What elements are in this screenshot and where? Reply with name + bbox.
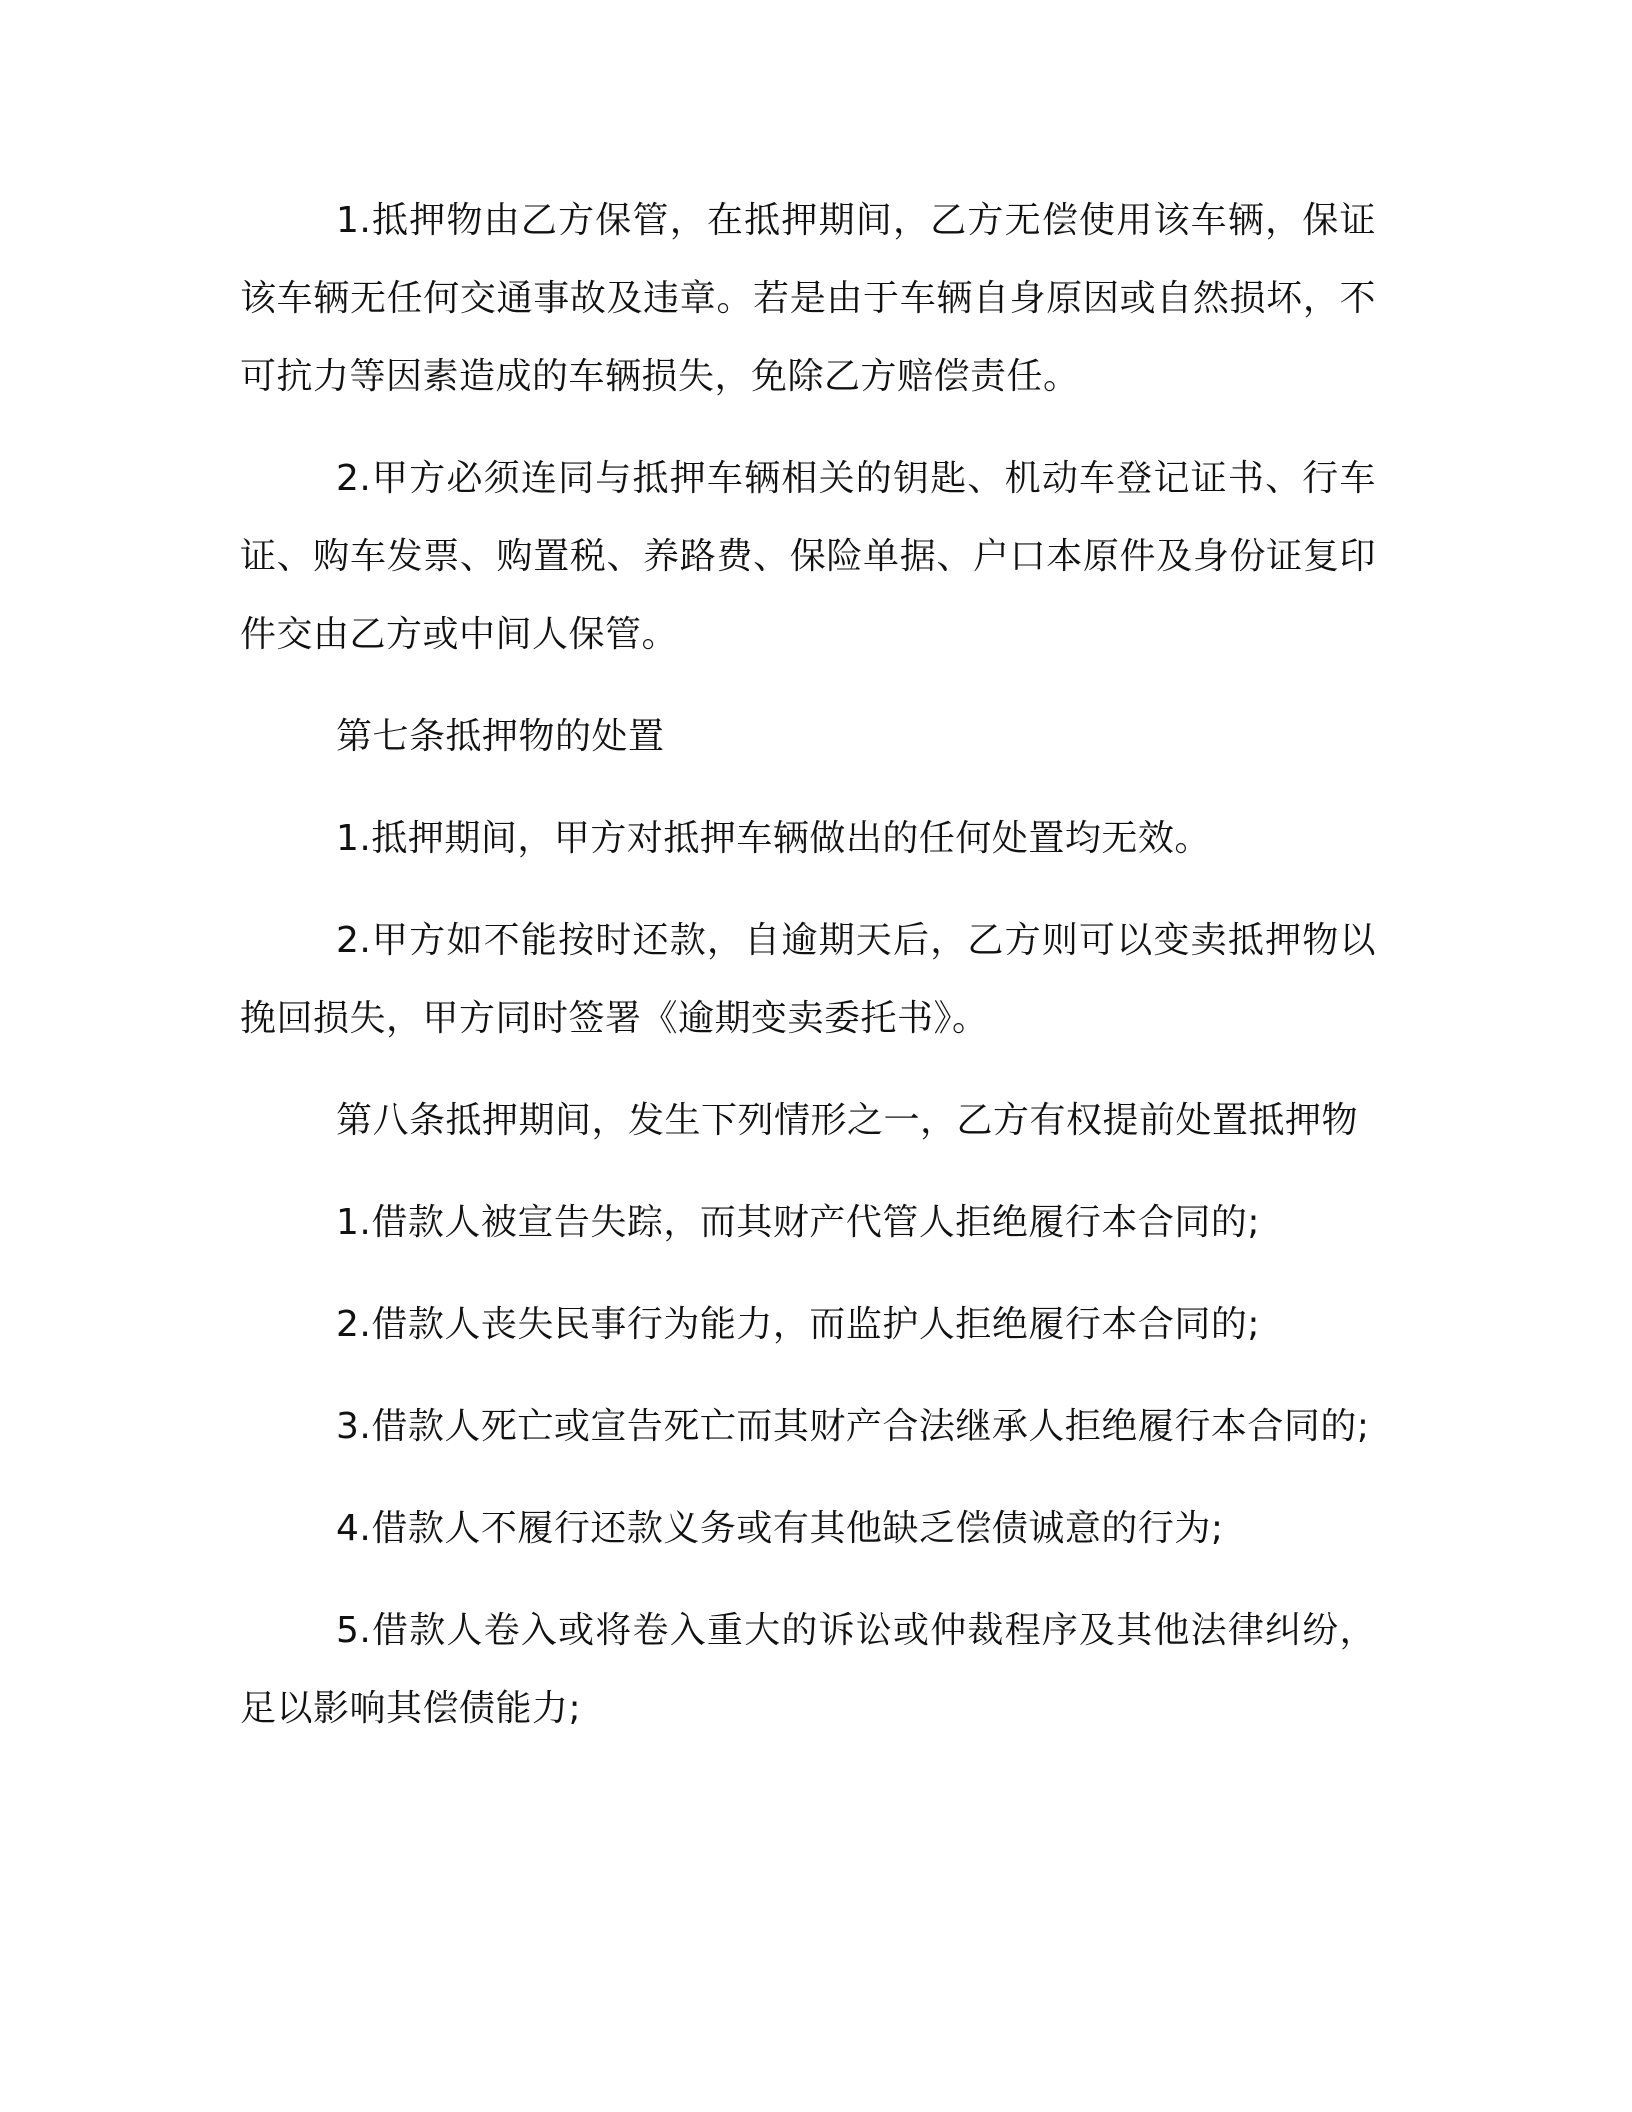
list-item: 4.借款人不履行还款义务或有其他缺乏偿债诚意的行为; — [336, 1508, 1224, 1549]
list-item: 3.借款人死亡或宣告死亡而其财产合法继承人拒绝履行本合同的; — [336, 1406, 1370, 1447]
article-8-heading: 第八条抵押期间，发生下列情形之一，乙方有权提前处置抵押物 — [336, 1100, 1359, 1141]
list-item: 1.借款人被宣告失踪，而其财产代管人拒绝履行本合同的; — [336, 1202, 1260, 1243]
paragraph-custody: 1.抵押物由乙方保管，在抵押期间，乙方无偿使用该车辆，保证该车辆无任何交通事故及违章。若是由于车辆自身原因或自然损坏，不可抗力等因素造成的车辆损失，免除乙方赔偿责任。 — [240, 200, 1376, 397]
paragraph-disposal-invalid: 1.抵押期间，甲方对抵押车辆做出的任何处置均无效。 — [336, 818, 1211, 859]
list-item: 5.借款人卷入或将卷入重大的诉讼或仲裁程序及其他法律纠纷，足以影响其偿债能力; — [240, 1610, 1376, 1729]
document-body — [240, 182, 1376, 1772]
list-item: 2.借款人丧失民事行为能力，而监护人拒绝履行本合同的; — [336, 1304, 1260, 1345]
paragraph-documents: 2.甲方必须连同与抵押车辆相关的钥匙、机动车登记证书、行车证、购车发票、购置税、养路费、保险单据、户口本原件及身份证复印件交由乙方或中间人保管。 — [240, 458, 1376, 655]
article-7-heading: 第七条抵押物的处置 — [336, 716, 665, 757]
paragraph-overdue-sale: 2.甲方如不能按时还款，自逾期天后，乙方则可以变卖抵押物以挽回损失，甲方同时签署《逾期变卖委托书》。 — [240, 920, 1376, 1039]
